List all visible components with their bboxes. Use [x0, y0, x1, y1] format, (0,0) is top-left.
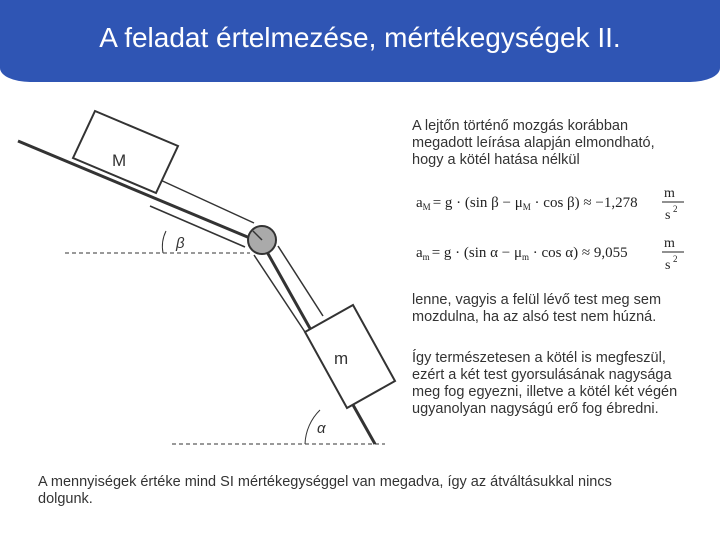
formula1-rest: · cos β) ≈ −1,278	[530, 195, 638, 211]
formula1-mu-sub: M	[522, 202, 531, 212]
formula2-mu-sub: m	[522, 252, 530, 262]
formula2-unit-num: m	[664, 236, 675, 251]
consequence-line: ezért a két test gyorsulásának nagysága	[412, 367, 672, 383]
formula1-eq: = g · (sin β − μ	[432, 195, 523, 211]
bottom-text	[38, 474, 612, 508]
block-m	[305, 305, 395, 408]
label-mass-bottom: m	[334, 349, 349, 368]
formula1-lhs-sub: M	[422, 202, 431, 212]
formula1-lhs: a	[416, 195, 423, 211]
formula2-eq: = g · (sin α − μ	[431, 245, 523, 261]
label-angle-alpha: α	[317, 420, 326, 437]
formula-acceleration-M	[416, 186, 684, 223]
consequence-text	[412, 350, 677, 418]
intro-line: hogy a kötél hatása nélkül	[412, 152, 580, 168]
intro-text	[412, 118, 655, 169]
label-angle-beta: β	[176, 235, 185, 252]
formula2-rest: · cos α) ≈ 9,055	[529, 245, 628, 261]
rope-upper-1	[156, 178, 254, 223]
consequence-line: meg fog egyezni, illetve a kötél két végén	[412, 384, 678, 400]
intro-line: A lejtőn történő mozgás korábban	[412, 118, 629, 134]
middle-line: lenne, vagyis a felül lévő test meg sem	[412, 292, 662, 308]
intro-line: megadott leírása alapján elmondható,	[412, 135, 655, 151]
svg-text:am= g · (sin α − μm · cos α) ≈	[416, 245, 628, 262]
middle-line: mozdulna, ha az alsó test nem húzná.	[412, 309, 657, 325]
formula2-lhs-sub: m	[422, 252, 430, 262]
bottom-line: A mennyiségek értéke mind SI mértékegységgel van megadva, így az átváltásukkal nincs	[38, 474, 612, 490]
svg-text:aM= g · (sin β − μM · cos β) ≈	[416, 195, 638, 212]
consequence-line: ugyanolyan nagyságú erő fog ébredni.	[412, 401, 659, 417]
rope-lower-1	[254, 255, 305, 332]
formula1-unit-den: s	[665, 208, 671, 223]
formula2-unit-exp: 2	[673, 254, 678, 264]
consequence-line: Így természetesen a kötél is megfeszül,	[412, 350, 666, 366]
page-title: A feladat értelmezése, mértékegységek II.	[99, 22, 621, 53]
formula2-lhs: a	[416, 245, 423, 261]
label-mass-top: M	[112, 151, 127, 170]
bottom-line: dolgunk.	[38, 491, 93, 507]
formula2-unit-den: s	[665, 258, 671, 273]
formula-acceleration-m	[416, 236, 684, 273]
middle-text	[412, 292, 661, 326]
formula1-unit-exp: 2	[673, 204, 678, 214]
formula1-unit-num: m	[664, 186, 675, 201]
angle-arc-beta	[162, 231, 166, 253]
